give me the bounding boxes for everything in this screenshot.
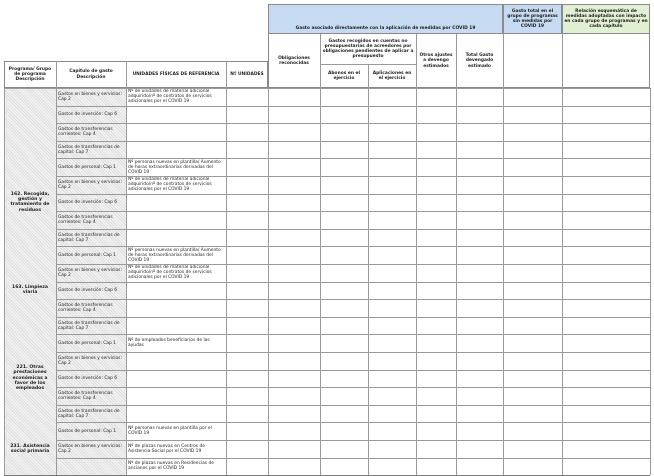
unidad-fisica-cell [126, 370, 226, 388]
data-cell[interactable] [503, 387, 562, 405]
data-cell[interactable] [416, 405, 456, 423]
unidad-fisica-cell [126, 123, 226, 141]
data-cell[interactable] [416, 440, 456, 458]
unidad-fisica-cell [126, 141, 226, 159]
data-cell[interactable] [226, 387, 268, 405]
column-divider [562, 88, 563, 475]
data-cell[interactable] [268, 440, 320, 458]
data-cell[interactable] [456, 141, 503, 159]
data-cell[interactable] [320, 299, 368, 317]
data-cell[interactable] [503, 299, 562, 317]
data-cell[interactable] [562, 123, 650, 141]
data-cell[interactable] [368, 229, 416, 247]
data-cell[interactable] [368, 106, 416, 124]
data-cell[interactable] [368, 317, 416, 335]
data-cell[interactable] [226, 123, 268, 141]
column-divider [503, 88, 504, 475]
data-cell[interactable] [320, 458, 368, 476]
row-divider [56, 352, 650, 353]
data-cell[interactable] [226, 264, 268, 282]
data-cell[interactable] [503, 123, 562, 141]
data-cell[interactable] [368, 158, 416, 176]
data-cell[interactable] [456, 387, 503, 405]
data-cell[interactable] [368, 194, 416, 212]
data-cell[interactable] [416, 334, 456, 352]
capitulo-cell: Gastos de inversión: Cap 6 [58, 375, 118, 381]
header-aplicaciones: Aplicaciones en el ejercicio [372, 70, 412, 81]
data-cell[interactable] [503, 352, 562, 370]
data-cell[interactable] [226, 334, 268, 352]
header-divider [320, 64, 416, 65]
data-cell[interactable] [416, 282, 456, 300]
row-divider [56, 176, 650, 177]
data-cell[interactable] [226, 88, 268, 106]
header-divider [416, 34, 417, 88]
data-cell[interactable] [320, 141, 368, 159]
capitulo-cell: Gastos en bienes y servicios: Cap 2 [58, 355, 122, 366]
data-cell[interactable] [268, 158, 320, 176]
data-cell[interactable] [320, 370, 368, 388]
data-cell[interactable] [503, 211, 562, 229]
data-cell[interactable] [320, 387, 368, 405]
unidad-fisica-cell [126, 211, 226, 229]
capitulo-cell: Gastos en bienes y servicios: Cap 2 [58, 267, 122, 278]
data-cell[interactable] [320, 211, 368, 229]
data-cell[interactable] [456, 422, 503, 440]
group-label: 221. Otras prestaciones económicas a favor de los empleados [12, 365, 48, 392]
data-cell[interactable] [368, 264, 416, 282]
header-divider [226, 61, 227, 88]
data-cell[interactable] [268, 123, 320, 141]
unidad-fisica-cell: Nº de unidades de material adicional adquirido/nº de contratos de servicios adicionales por el COVID 19 [128, 177, 212, 193]
data-cell[interactable] [562, 246, 650, 264]
data-cell[interactable] [456, 370, 503, 388]
header-unidades-fisicas: UNIDADES FÍSICAS DE REFERENCIA [132, 71, 220, 77]
data-cell[interactable] [456, 299, 503, 317]
data-cell[interactable] [416, 352, 456, 370]
data-cell[interactable] [416, 106, 456, 124]
group-label: 231. Asistencia social primaria [10, 443, 50, 454]
data-cell[interactable] [503, 229, 562, 247]
data-cell[interactable] [268, 176, 320, 194]
unidad-fisica-cell: Nº de unidades de material adicional adquirido/nº de contratos de servicios adicionales por el COVID 19 [128, 265, 212, 281]
data-cell[interactable] [562, 158, 650, 176]
data-cell[interactable] [503, 264, 562, 282]
data-cell[interactable] [226, 176, 268, 194]
capitulo-cell: Gastos de inversión: Cap 6 [58, 111, 118, 117]
data-cell[interactable] [368, 370, 416, 388]
capitulo-cell: Gastos en bienes y servicios: Cap 2 [58, 443, 122, 454]
data-cell[interactable] [456, 405, 503, 423]
data-cell[interactable] [268, 194, 320, 212]
data-cell[interactable] [226, 106, 268, 124]
row-divider [56, 123, 650, 124]
data-cell[interactable] [416, 123, 456, 141]
data-cell[interactable] [562, 334, 650, 352]
data-cell[interactable] [562, 176, 650, 194]
column-divider [268, 88, 269, 475]
data-cell[interactable] [456, 158, 503, 176]
capitulo-cell: Gastos de inversión: Cap 6 [58, 199, 118, 205]
data-cell[interactable] [416, 88, 456, 106]
unidad-fisica-cell [126, 352, 226, 370]
data-cell[interactable] [456, 194, 503, 212]
data-cell[interactable] [562, 264, 650, 282]
row-divider [56, 440, 650, 441]
data-cell[interactable] [503, 282, 562, 300]
data-cell[interactable] [368, 440, 416, 458]
data-cell[interactable] [320, 352, 368, 370]
capitulo-cell: Gastos de transferencias corrientes: Cap 4 [58, 126, 113, 137]
capitulo-cell: Gastos de personal: Cap 1 [58, 252, 116, 258]
column-divider [4, 88, 5, 475]
unidad-fisica-cell: Nº personas nuevas en plantilla/ Aumento de horas extraordinarias derivadas del COVID 19 [128, 247, 221, 263]
data-cell[interactable] [368, 141, 416, 159]
data-cell[interactable] [456, 246, 503, 264]
header-gasto-directo: Gasto asociado directamente con la aplicación de medidas por COVID 19 [295, 26, 476, 32]
data-cell[interactable] [320, 176, 368, 194]
data-cell[interactable] [268, 246, 320, 264]
capitulo-cell: Gastos en bienes y servicios: Cap 2 [58, 91, 122, 102]
data-cell[interactable] [416, 141, 456, 159]
unidad-fisica-cell [126, 405, 226, 423]
group-label: 163. Limpieza viaria [12, 285, 48, 296]
row-divider [56, 158, 650, 159]
data-cell[interactable] [562, 194, 650, 212]
data-cell[interactable] [456, 123, 503, 141]
unidad-fisica-cell [126, 229, 226, 247]
data-cell[interactable] [226, 458, 268, 476]
column-divider [456, 88, 457, 475]
data-cell[interactable] [416, 422, 456, 440]
data-cell[interactable] [268, 405, 320, 423]
capitulo-cell: Gastos de personal: Cap 1 [58, 428, 116, 434]
data-cell[interactable] [503, 88, 562, 106]
data-cell[interactable] [562, 88, 650, 106]
data-cell[interactable] [320, 158, 368, 176]
data-cell[interactable] [503, 194, 562, 212]
column-divider [226, 88, 227, 475]
data-cell[interactable] [456, 317, 503, 335]
column-divider [416, 88, 417, 475]
data-cell[interactable] [368, 458, 416, 476]
header-n-unidades: Nº UNIDADES [230, 71, 264, 77]
row-divider [56, 106, 650, 107]
data-cell[interactable] [416, 211, 456, 229]
data-cell[interactable] [320, 317, 368, 335]
data-cell[interactable] [368, 334, 416, 352]
data-cell[interactable] [320, 246, 368, 264]
header-programa: Programa/ Grupo de programa Descripción [8, 66, 52, 83]
capitulo-cell: Gastos de inversión: Cap 6 [58, 287, 118, 293]
data-cell[interactable] [416, 370, 456, 388]
data-cell[interactable] [456, 440, 503, 458]
data-cell[interactable] [503, 317, 562, 335]
data-cell[interactable] [226, 299, 268, 317]
unidad-fisica-cell [126, 194, 226, 212]
data-cell[interactable] [226, 422, 268, 440]
data-cell[interactable] [503, 246, 562, 264]
data-cell[interactable] [368, 422, 416, 440]
data-cell[interactable] [320, 194, 368, 212]
capitulo-cell: Gastos de personal: Cap 1 [58, 340, 116, 346]
capitulo-cell: Gastos de transferencias de capital: Cap 7 [58, 232, 120, 243]
data-cell[interactable] [226, 211, 268, 229]
header-gasto-total: Gasto total en el grupo de programas sin medidas por COVID 19 [507, 8, 558, 30]
unidad-fisica-cell [126, 299, 226, 317]
data-cell[interactable] [416, 317, 456, 335]
row-divider [56, 282, 650, 283]
data-cell[interactable] [320, 334, 368, 352]
data-cell[interactable] [503, 405, 562, 423]
header-divider [368, 64, 369, 88]
data-cell[interactable] [562, 229, 650, 247]
data-cell[interactable] [562, 141, 650, 159]
data-cell[interactable] [368, 123, 416, 141]
data-cell[interactable] [226, 194, 268, 212]
data-cell[interactable] [226, 440, 268, 458]
data-cell[interactable] [226, 141, 268, 159]
data-cell[interactable] [320, 282, 368, 300]
data-cell[interactable] [503, 458, 562, 476]
row-divider [56, 317, 650, 318]
data-cell[interactable] [456, 458, 503, 476]
data-cell[interactable] [268, 88, 320, 106]
unidad-fisica-cell: Nº de plazas nuevas en Centros de Asistencia Social por el COVID 19 [128, 443, 205, 454]
row-divider [56, 458, 650, 459]
data-cell[interactable] [562, 106, 650, 124]
data-cell[interactable] [226, 317, 268, 335]
header-relacion: Relación esquemática de medidas adoptadas con impacto en cada grupo de programas y en cada capítulo [564, 8, 648, 30]
data-cell[interactable] [368, 88, 416, 106]
capitulo-cell: Gastos de transferencias corrientes: Cap 4 [58, 302, 113, 313]
row-divider [56, 194, 650, 195]
data-cell[interactable] [268, 211, 320, 229]
data-cell[interactable] [416, 229, 456, 247]
row-divider [56, 141, 650, 142]
data-cell[interactable] [320, 229, 368, 247]
column-divider [650, 88, 651, 475]
header-capitulo: Capítulo de gasto Descripción [69, 69, 113, 80]
data-cell[interactable] [268, 370, 320, 388]
data-cell[interactable] [416, 194, 456, 212]
data-cell[interactable] [562, 370, 650, 388]
data-cell[interactable] [268, 299, 320, 317]
data-cell[interactable] [268, 458, 320, 476]
row-divider [56, 370, 650, 371]
capitulo-cell: Gastos de personal: Cap 1 [58, 164, 116, 170]
unidad-fisica-cell [126, 387, 226, 405]
data-cell[interactable] [268, 422, 320, 440]
header-total-gasto: Total Gasto devengado estimado [465, 53, 494, 69]
data-cell[interactable] [562, 422, 650, 440]
capitulo-cell: Gastos de transferencias de capital: Cap 7 [58, 320, 120, 331]
header-divider [562, 34, 563, 88]
data-cell[interactable] [416, 246, 456, 264]
data-cell[interactable] [368, 246, 416, 264]
unidad-fisica-cell: Nº de empleados beneficiarios de las ayudas [128, 338, 210, 349]
data-cell[interactable] [268, 264, 320, 282]
data-cell[interactable] [368, 282, 416, 300]
data-cell[interactable] [320, 123, 368, 141]
data-cell[interactable] [368, 176, 416, 194]
header-divider [126, 61, 127, 88]
unidad-fisica-cell [126, 317, 226, 335]
capitulo-cell: Gastos de transferencias de capital: Cap 7 [58, 144, 120, 155]
data-cell[interactable] [226, 158, 268, 176]
data-cell[interactable] [562, 387, 650, 405]
data-cell[interactable] [456, 211, 503, 229]
capitulo-cell [56, 458, 126, 476]
unidad-fisica-cell: Nº de plazas nuevas en Residencias de ancianos por el COVID 19 [128, 461, 214, 472]
data-cell[interactable] [268, 229, 320, 247]
data-cell[interactable] [416, 458, 456, 476]
data-cell[interactable] [503, 334, 562, 352]
unidad-fisica-cell: Nº de unidades de material adicional adquirido/nº de contratos de servicios adicionales por el COVID 19 [128, 89, 212, 105]
data-cell[interactable] [416, 387, 456, 405]
data-cell[interactable] [416, 176, 456, 194]
row-divider [4, 88, 650, 89]
data-cell[interactable] [456, 106, 503, 124]
data-cell[interactable] [503, 141, 562, 159]
unidad-fisica-cell: Nº personas nuevas en plantilla/ Aumento de horas extraordinarias derivadas del COVID 19 [128, 159, 221, 175]
data-cell[interactable] [456, 352, 503, 370]
column-divider [320, 88, 321, 475]
data-cell[interactable] [226, 370, 268, 388]
row-divider [56, 229, 650, 230]
data-cell[interactable] [456, 282, 503, 300]
data-cell[interactable] [268, 352, 320, 370]
data-cell[interactable] [562, 440, 650, 458]
data-cell[interactable] [320, 264, 368, 282]
capitulo-cell: Gastos de transferencias corrientes: Cap 4 [58, 390, 113, 401]
data-cell[interactable] [226, 405, 268, 423]
row-divider [56, 299, 650, 300]
row-divider [56, 334, 650, 335]
header-gastos-recogidos: Gastos recogidos en cuentas no presupuestarias de acreedores por obligaciones pendientes de aplicar a presupuesto [322, 38, 414, 60]
data-cell[interactable] [456, 88, 503, 106]
unidad-fisica-cell: Nº personas nuevas en plantilla por el COVID 19 [128, 426, 212, 437]
row-divider [56, 211, 650, 212]
data-cell[interactable] [320, 88, 368, 106]
data-cell[interactable] [503, 440, 562, 458]
data-cell[interactable] [268, 387, 320, 405]
unidad-fisica-cell [126, 282, 226, 300]
data-cell[interactable] [503, 422, 562, 440]
group-label: 162. Recogida, gestión y tratamiento de residuos [10, 191, 50, 213]
data-cell[interactable] [368, 352, 416, 370]
data-cell[interactable] [320, 405, 368, 423]
header-otros-ajustes: Otros ajustes a devengo estimados [419, 53, 453, 69]
data-cell[interactable] [456, 334, 503, 352]
data-cell[interactable] [368, 405, 416, 423]
row-divider [56, 405, 650, 406]
data-cell[interactable] [268, 282, 320, 300]
header-divider [320, 34, 321, 88]
capitulo-cell: Gastos en bienes y servicios: Cap 2 [58, 179, 122, 190]
column-divider [56, 88, 57, 475]
data-cell[interactable] [562, 211, 650, 229]
data-cell[interactable] [456, 176, 503, 194]
row-divider [56, 387, 650, 388]
data-cell[interactable] [416, 299, 456, 317]
data-cell[interactable] [268, 141, 320, 159]
column-divider [368, 88, 369, 475]
data-cell[interactable] [320, 440, 368, 458]
data-cell[interactable] [562, 317, 650, 335]
data-cell[interactable] [503, 106, 562, 124]
data-cell[interactable] [456, 229, 503, 247]
group-label [4, 88, 56, 158]
data-cell[interactable] [562, 282, 650, 300]
data-cell[interactable] [268, 317, 320, 335]
data-cell[interactable] [226, 282, 268, 300]
data-cell[interactable] [368, 211, 416, 229]
header-abonos: Abonos en el ejercicio [328, 70, 360, 81]
data-cell[interactable] [226, 352, 268, 370]
data-cell[interactable] [456, 264, 503, 282]
column-divider [126, 88, 127, 475]
header-divider [503, 34, 504, 88]
data-cell[interactable] [268, 334, 320, 352]
data-cell[interactable] [268, 106, 320, 124]
header-divider [56, 61, 57, 88]
header-divider [456, 34, 457, 88]
row-divider [56, 264, 650, 265]
data-cell[interactable] [562, 405, 650, 423]
row-divider [56, 246, 650, 247]
data-cell[interactable] [503, 370, 562, 388]
data-cell[interactable] [320, 422, 368, 440]
capitulo-cell: Gastos de transferencias corrientes: Cap 4 [58, 214, 113, 225]
data-cell[interactable] [562, 299, 650, 317]
row-divider [56, 422, 650, 423]
data-cell[interactable] [368, 387, 416, 405]
data-cell[interactable] [503, 158, 562, 176]
data-cell[interactable] [226, 246, 268, 264]
data-cell[interactable] [562, 458, 650, 476]
unidad-fisica-cell [126, 106, 226, 124]
data-cell[interactable] [503, 176, 562, 194]
data-cell[interactable] [416, 264, 456, 282]
data-cell[interactable] [320, 106, 368, 124]
header-obligaciones: Obligaciones reconocidas [278, 55, 310, 66]
data-cell[interactable] [562, 352, 650, 370]
data-cell[interactable] [416, 158, 456, 176]
data-cell[interactable] [368, 299, 416, 317]
capitulo-cell: Gastos de transferencias de capital: Cap 7 [58, 408, 120, 419]
data-cell[interactable] [226, 229, 268, 247]
